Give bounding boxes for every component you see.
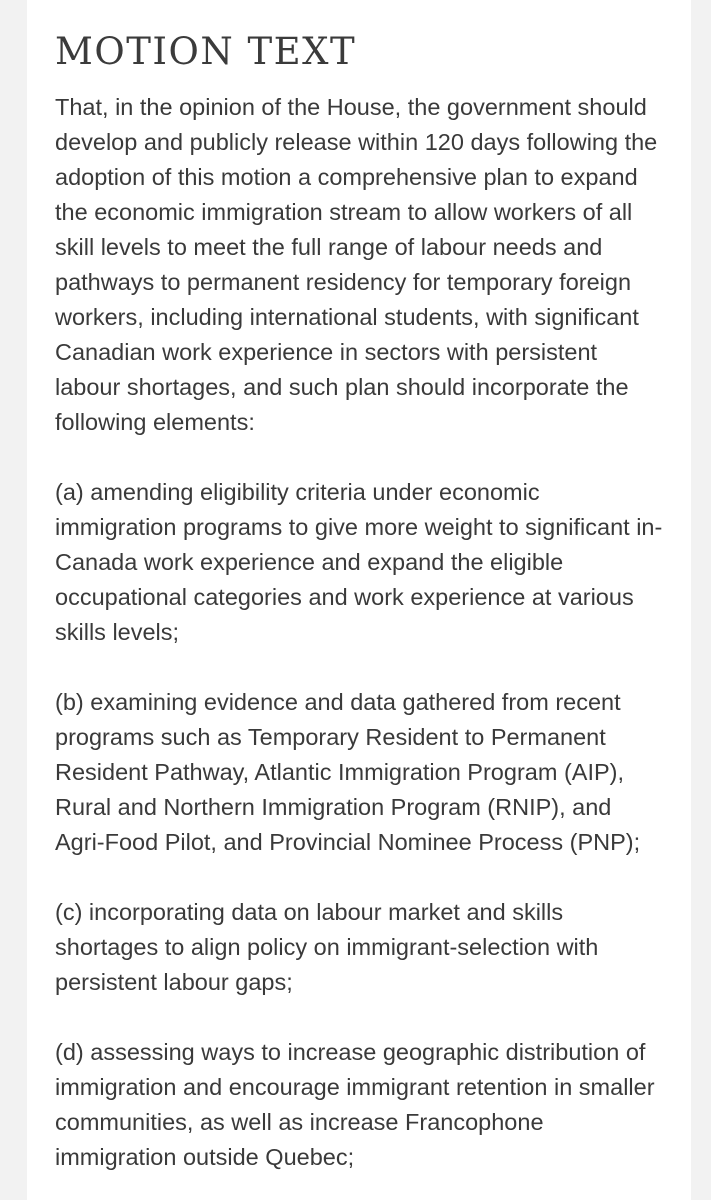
motion-card [27, 0, 691, 1200]
page-title: MOTION TEXT [55, 30, 357, 73]
motion-intro: That, in the opinion of the House, the government should develop and publicly release within 120 days following the adoption of this motion a comprehensive plan to expand the economic immigration stream to allow workers of all skill levels to meet the full range of labour needs and pathways to permanent residency for temporary foreign workers, including international students, with significant Canadian work experience in sectors with persistent labour shortages, and such plan should incorporate the following elements: [55, 94, 658, 436]
paragraph-spacer [55, 1000, 663, 1035]
motion-item-c: (c) incorporating data on labour market and skills shortages to align policy on immigrant-selection with persistent labour gaps; [55, 899, 599, 996]
paragraph-spacer [55, 440, 663, 475]
motion-item-d: (d) assessing ways to increase geographic distribution of immigration and encourage immigrant retention in smaller communities, as well as increase Francophone immigration outside Quebec; [55, 1039, 655, 1171]
motion-item-b: (b) examining evidence and data gathered from recent programs such as Temporary Resident to Permanent Resident Pathway, Atlantic Immigration Program (AIP), Rural and Northern Immigration Program (RNIP), and Agri-Food Pilot, and Provincial Nominee Process (PNP); [55, 689, 641, 856]
motion-item-a: (a) amending eligibility criteria under economic immigration programs to give more weight to significant in-Canada work experience and expand the eligible occupational categories and work experience at various skills levels; [55, 479, 663, 646]
paragraph-spacer [55, 860, 663, 895]
paragraph-spacer [55, 650, 663, 685]
